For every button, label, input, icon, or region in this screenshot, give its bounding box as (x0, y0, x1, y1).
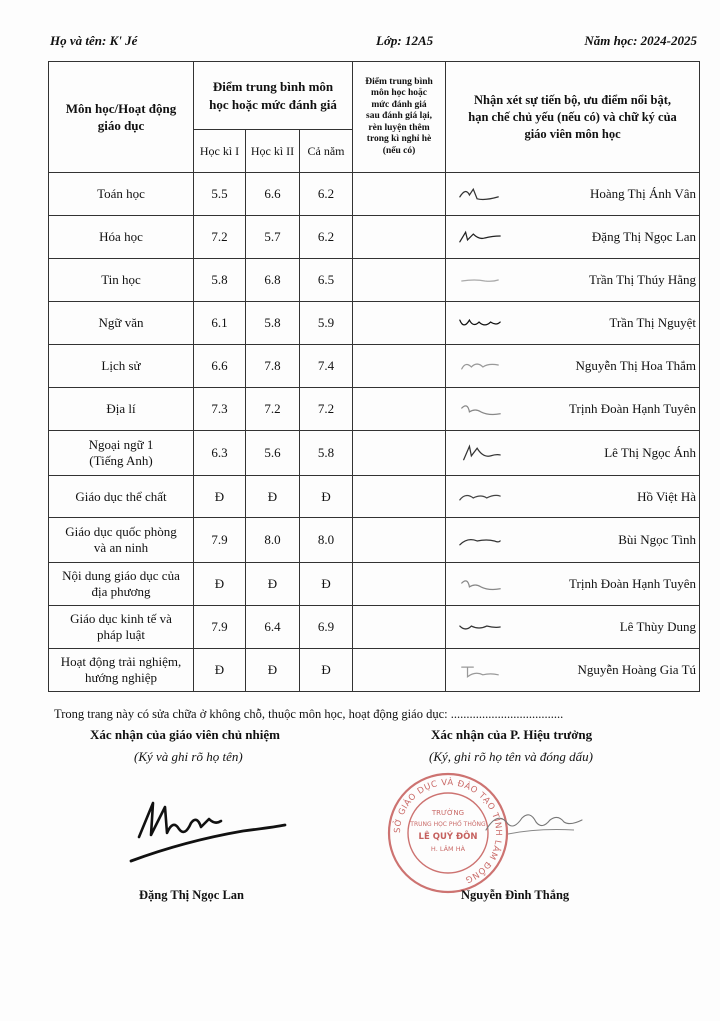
grade-year: Đ (300, 649, 353, 692)
teacher-name: Trịnh Đoàn Hạnh Tuyên (569, 401, 697, 416)
teacher-signature (456, 486, 504, 508)
teacher-signature (456, 573, 504, 595)
school-year: Năm học: 2024-2025 (584, 33, 697, 48)
corrections-note: Trong trang này có sửa chữa ở không chỗ, thuộc môn học, hoạt động giáo dục: .................................... (54, 707, 564, 721)
grade-term2: 7.8 (246, 345, 300, 388)
comment-cell (446, 649, 700, 692)
homeroom-signature (125, 793, 295, 865)
subject-name: Ngữ văn (98, 315, 144, 330)
subject-name: Nội dung giáo dục của (62, 568, 180, 583)
teacher-signature (456, 183, 504, 205)
teacher-name: Hoàng Thị Ánh Vân (589, 186, 697, 201)
teacher-name: Hồ Việt Hà (637, 488, 697, 504)
retest-cell (353, 388, 446, 431)
comment-cell (446, 216, 700, 259)
subject-cell (49, 216, 194, 259)
teacher-name: Đặng Thị Ngọc Lan (591, 229, 697, 244)
teacher-signature (456, 355, 504, 377)
grades-table (48, 61, 700, 692)
grade-term1: 7.9 (194, 606, 246, 649)
comment-cell (446, 173, 700, 216)
principal-name: Nguyễn Đình Thắng (461, 888, 570, 902)
subject-name: Hóa học (99, 229, 143, 244)
header-retest-line: Điểm trung bình (365, 76, 433, 87)
subject-cell (49, 518, 194, 563)
table-row (49, 302, 700, 345)
header-comment-line: Nhận xét sự tiến bộ, ưu điểm nổi bật, (474, 92, 672, 107)
teacher-name: Nguyễn Thị Hoa Thắm (575, 358, 697, 373)
comment-cell (446, 302, 700, 345)
header-retest-line: trong kì nghỉ hè (366, 134, 432, 145)
header-subject (49, 62, 194, 173)
header-avg-line: học hoặc mức đánh giá (209, 96, 337, 112)
header-retest-line: mức đánh giá (371, 99, 427, 110)
subject-name: Địa lí (106, 401, 136, 416)
grade-term2: 7.2 (246, 388, 300, 431)
table-row (49, 606, 700, 649)
header-subject-text: Môn học/Hoạt động giáo dục (65, 101, 177, 133)
grade-year: 7.4 (300, 345, 353, 388)
header-term1: Học kì I (194, 130, 246, 173)
grade-term1: 6.6 (194, 345, 246, 388)
homeroom-confirm-sub: (Ký và ghi rõ họ tên) (134, 749, 243, 764)
subject-name: pháp luật (96, 627, 145, 642)
comment-cell (446, 476, 700, 518)
retest-cell (353, 302, 446, 345)
grade-term2: 5.7 (246, 216, 300, 259)
grade-term1: 5.5 (194, 173, 246, 216)
subject-cell (49, 259, 194, 302)
grade-year: 8.0 (300, 518, 353, 563)
table-row (49, 649, 700, 692)
teacher-signature (456, 659, 504, 681)
header-retest-line: môn học hoặc (371, 88, 427, 99)
grade-year: Đ (300, 476, 353, 518)
table-row (49, 518, 700, 563)
homeroom-teacher-name: Đặng Thị Ngọc Lan (139, 888, 245, 902)
header-retest-line: sau đánh giá lại, (366, 111, 433, 122)
comment-cell (446, 431, 700, 476)
retest-cell (353, 216, 446, 259)
principal-confirm-title: Xác nhận của P. Hiệu trưởng (431, 727, 593, 742)
grade-term1: 5.8 (194, 259, 246, 302)
header-term2: Học kì II (246, 130, 300, 173)
table-row (49, 388, 700, 431)
grade-year: 5.9 (300, 302, 353, 345)
subject-name: Lịch sử (101, 358, 141, 373)
grade-year: 6.2 (300, 173, 353, 216)
retest-cell (353, 345, 446, 388)
header-retest-line: rèn luyện thêm (368, 122, 430, 133)
stamp-line3: LÊ QUÝ ĐÔN (418, 832, 478, 842)
subject-name: và an ninh (93, 540, 149, 555)
grade-term2: Đ (246, 476, 300, 518)
retest-cell (353, 259, 446, 302)
subject-name: Giáo dục kinh tế và (70, 611, 172, 626)
subject-cell (49, 649, 194, 692)
retest-cell (353, 518, 446, 563)
principal-confirm-sub: (Ký, ghi rõ họ tên và đóng dấu) (429, 749, 593, 764)
grade-term2: 5.6 (246, 431, 300, 476)
grade-term2: 6.6 (246, 173, 300, 216)
table-row (49, 216, 700, 259)
header-comment-line: hạn chế chủ yếu (nếu có) và chữ ký của (468, 109, 677, 124)
header-retest-line: (nếu có) (382, 145, 416, 156)
grade-term2: 5.8 (246, 302, 300, 345)
teacher-signature (456, 616, 504, 638)
principal-signature (478, 800, 588, 840)
subject-name: Giáo dục quốc phòng (65, 524, 177, 539)
grade-term2: Đ (246, 649, 300, 692)
teacher-name: Nguyễn Hoàng Gia Tú (577, 662, 697, 677)
stamp-line4: H. LÂM HÀ (430, 845, 466, 853)
grade-term2: 6.4 (246, 606, 300, 649)
stamp-line2: TRUNG HỌC PHỔ THÔNG (410, 821, 486, 828)
subject-cell (49, 476, 194, 518)
subject-name: Ngoại ngữ 1 (88, 437, 154, 452)
grade-term2: 6.8 (246, 259, 300, 302)
grade-term1: 6.3 (194, 431, 246, 476)
grade-term2: Đ (246, 563, 300, 606)
grade-year: 5.8 (300, 431, 353, 476)
comment-cell (446, 606, 700, 649)
grade-term2: 8.0 (246, 518, 300, 563)
subject-cell (49, 388, 194, 431)
stamp-line1: TRƯỜNG (431, 809, 465, 817)
teacher-name: Lê Thị Ngọc Ánh (604, 445, 697, 460)
student-name: Họ và tên: K' Jé (50, 33, 138, 48)
table-row (49, 173, 700, 216)
header-average (194, 62, 353, 130)
comment-cell (446, 259, 700, 302)
subject-cell (49, 563, 194, 606)
grade-year: 6.2 (300, 216, 353, 259)
teacher-signature (456, 529, 504, 551)
retest-cell (353, 431, 446, 476)
retest-cell (353, 173, 446, 216)
header-retest (353, 62, 446, 173)
teacher-signature (456, 269, 504, 291)
grade-term1: Đ (194, 476, 246, 518)
subject-name: (Tiếng Anh) (89, 453, 153, 468)
header-comment (446, 62, 700, 173)
grade-term1: 7.2 (194, 216, 246, 259)
retest-cell (353, 606, 446, 649)
subject-name: Toán học (97, 186, 145, 201)
subject-cell (49, 173, 194, 216)
table-row (49, 431, 700, 476)
stamp-ring-text: SỞ GIÁO DỤC VÀ ĐÀO TẠO TỈNH LÂM ĐỒNG (392, 777, 504, 885)
grade-term1: 6.1 (194, 302, 246, 345)
subject-name: Hoạt động trải nghiệm, (60, 654, 182, 669)
subject-name: hướng nghiệp (84, 670, 158, 685)
grade-term1: 7.9 (194, 518, 246, 563)
subject-name: địa phương (91, 584, 151, 599)
subject-cell (49, 431, 194, 476)
retest-cell (353, 476, 446, 518)
table-row (49, 345, 700, 388)
subject-cell (49, 302, 194, 345)
teacher-name: Trần Thị Thúy Hằng (589, 272, 697, 287)
retest-cell (353, 649, 446, 692)
teacher-name: Trịnh Đoàn Hạnh Tuyên (569, 576, 697, 591)
header-comment-line: giáo viên môn học (524, 126, 621, 141)
grade-term1: 7.3 (194, 388, 246, 431)
comment-cell (446, 518, 700, 563)
teacher-name: Bùi Ngọc Tình (618, 532, 697, 547)
subject-cell (49, 345, 194, 388)
teacher-signature (456, 398, 504, 420)
subject-name: Tin học (101, 272, 141, 287)
comment-cell (446, 345, 700, 388)
grade-year: 6.5 (300, 259, 353, 302)
comment-cell (446, 563, 700, 606)
grade-year: Đ (300, 563, 353, 606)
grade-term1: Đ (194, 649, 246, 692)
teacher-signature (456, 442, 504, 464)
subject-name: Giáo dục thể chất (75, 488, 167, 504)
teacher-signature (456, 226, 504, 248)
teacher-name: Lê Thùy Dung (619, 619, 697, 634)
table-row (49, 476, 700, 518)
table-row (49, 563, 700, 606)
grade-year: 7.2 (300, 388, 353, 431)
homeroom-confirm-title: Xác nhận của giáo viên chủ nhiệm (90, 727, 280, 742)
teacher-signature (456, 312, 504, 334)
class-label: Lớp: 12A5 (376, 33, 434, 48)
grade-year: 6.9 (300, 606, 353, 649)
comment-cell (446, 388, 700, 431)
header-year: Cả năm (300, 130, 353, 173)
header-avg-line: Điểm trung bình môn (212, 78, 334, 94)
table-row (49, 259, 700, 302)
grade-term1: Đ (194, 563, 246, 606)
teacher-name: Trần Thị Nguyệt (609, 315, 697, 330)
retest-cell (353, 563, 446, 606)
subject-cell (49, 606, 194, 649)
